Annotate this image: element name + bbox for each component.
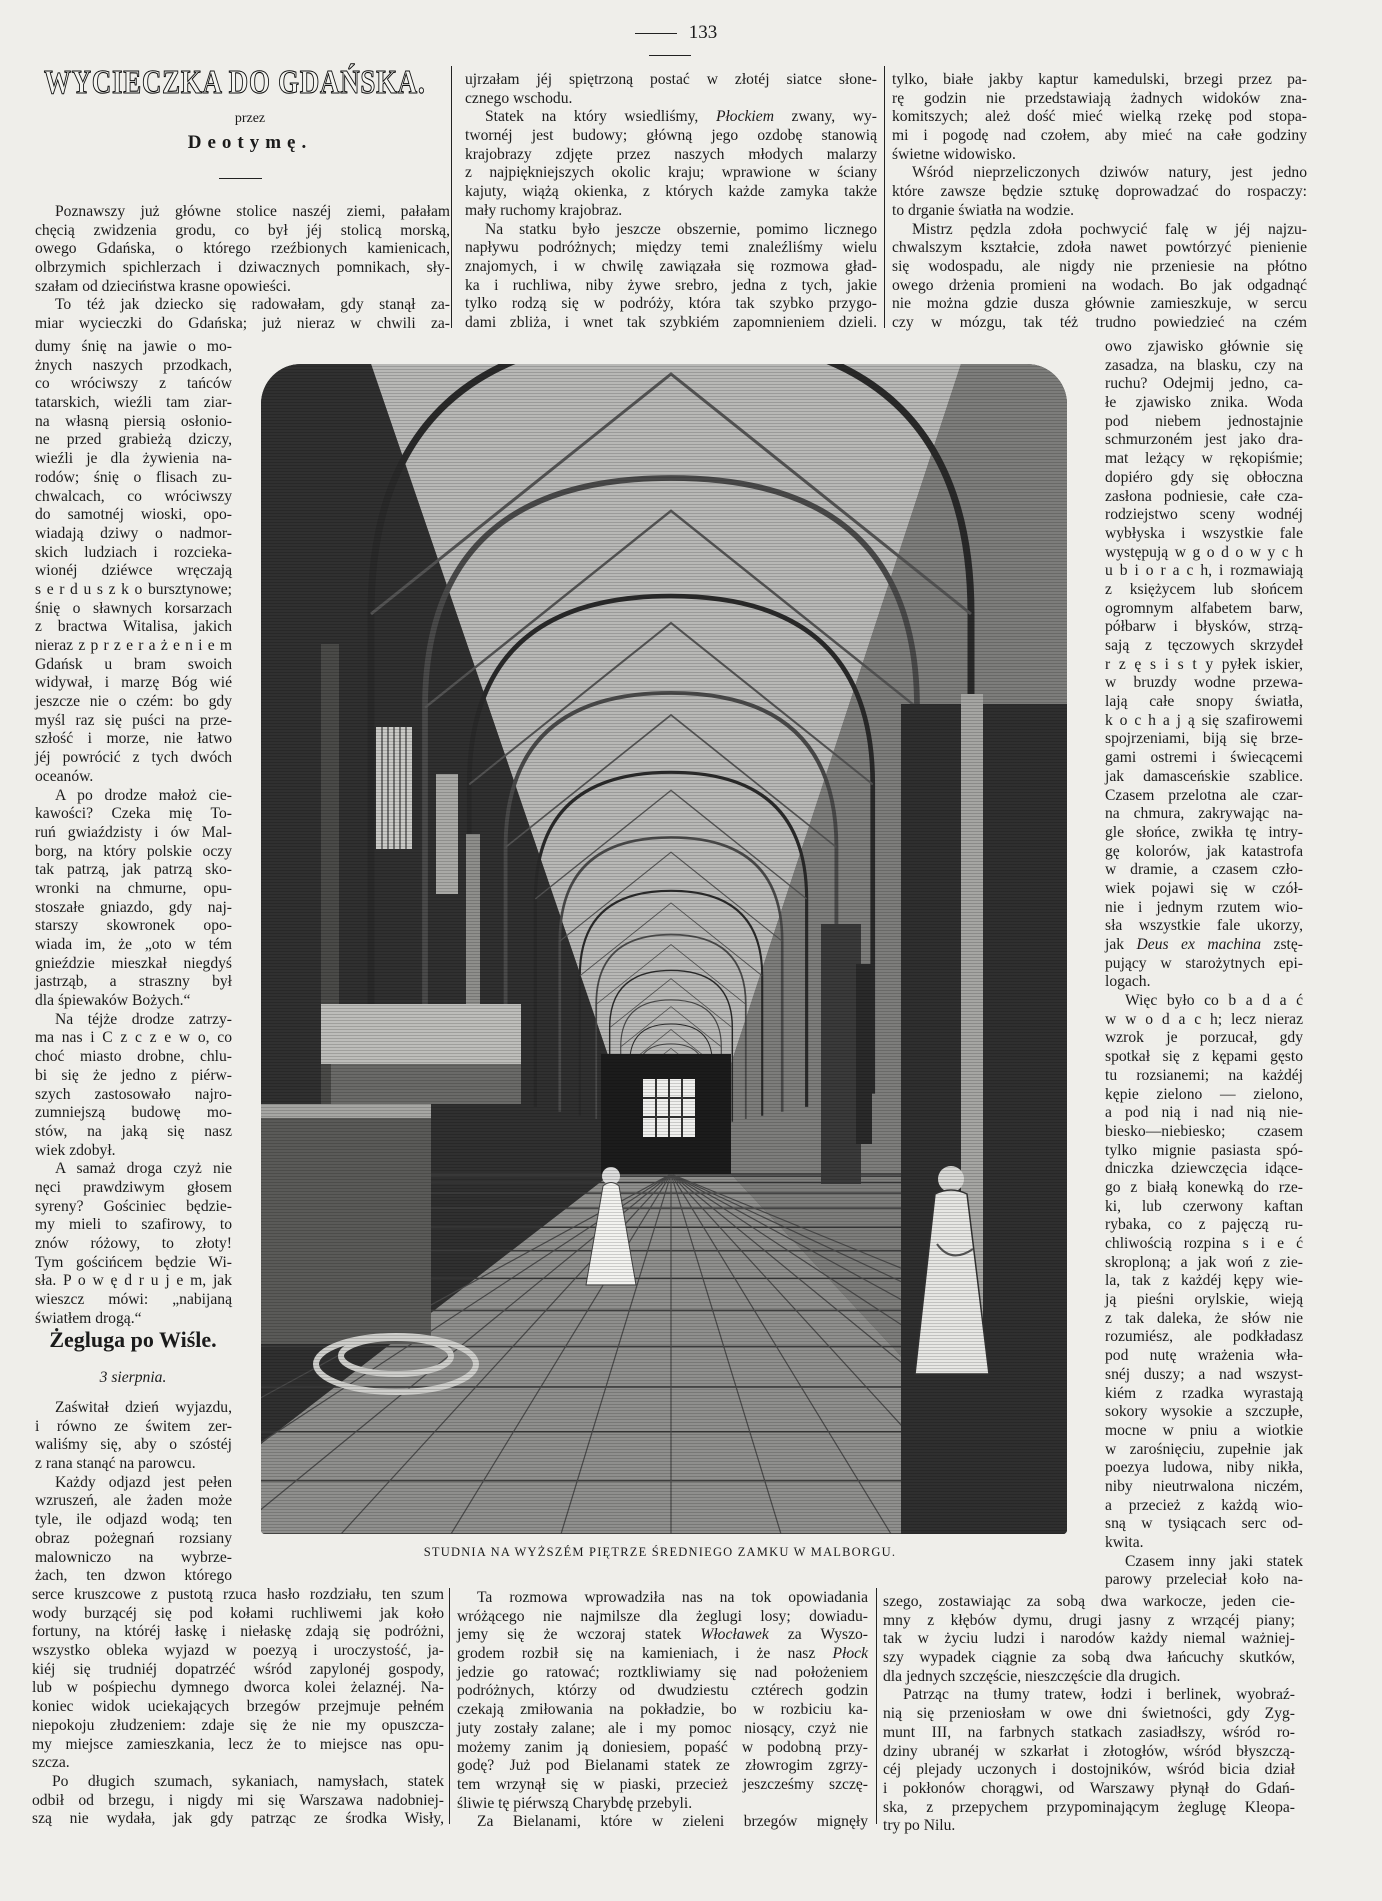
text-line: owego Gdańska, o którego rzeźbionych kamienicach, — [35, 240, 450, 258]
text-line: lub w pośpiechu dymnego dworca kolei żelaznéj. Na- — [32, 1679, 444, 1697]
text-line: To téż jak dziecko się radowałam, gdy stanął za- — [55, 296, 450, 314]
col2-top-text — [465, 71, 877, 333]
col1-section-text — [35, 1399, 232, 1586]
text-line: jeszcze nie o czém: bo gdy — [35, 693, 232, 711]
text-line: stów, na jaką się nasz — [35, 1122, 232, 1140]
text-line: chwalszym kształcie, zdoła nawet powtórzyć pienienie — [892, 239, 1307, 257]
text-line: tylko, białe jakby kaptur kamedulski, brzegi przez pa- — [892, 71, 1307, 88]
text-line: fortuny, na któréj łaskę i niełaskę zdają się podróżni, — [32, 1623, 444, 1641]
text-line: choć miasto drobne, chlu- — [35, 1048, 232, 1066]
text-line: tyle, ile odjazd wodą; ten — [35, 1511, 232, 1529]
text-line: podróżnych, którzy od dwudziestu cztérech godzin — [457, 1682, 868, 1700]
text-line: gę kolorów, jak katastrofa — [1105, 842, 1303, 860]
text-line: łe zjawisko znika. Woda — [1105, 394, 1303, 412]
text-line: mi i pogodę nad czołem, aby mieć na całe godziny — [892, 127, 1307, 145]
column-rule — [876, 1588, 877, 1824]
text-line: mały ruchomy krajobraz. — [465, 201, 623, 219]
text-line: jéj powrócić z tych dwóch — [35, 749, 232, 767]
text-line: jastrząb, a straszny był — [35, 973, 232, 991]
text-line: Gdańsk u bram swoich — [35, 655, 232, 673]
text-line: i równo ze świtem zer- — [35, 1417, 232, 1435]
text-line: Czasem przelotna ale czar- — [1105, 786, 1303, 804]
text-line: tylko mignie pasiasta spó- — [1105, 1141, 1303, 1159]
text-line: obraz pożegnań rozsiany — [35, 1529, 232, 1547]
text-line: szą nie wydała, jak gdy patrząc ze środka Wisły, — [32, 1810, 444, 1828]
text-line: rybaka, co z pajęczą ru- — [1105, 1216, 1303, 1234]
text-line: kiém z rzadka wyrastają — [1105, 1384, 1303, 1402]
text-line: czy w mózgu, tak téż trudno powiedzieć na czém — [892, 313, 1307, 331]
italic-text: Włocławek — [700, 1626, 769, 1644]
text-line: k o c h a j ą się szafirowemi — [1105, 711, 1303, 729]
text-line: niepokoju złudzeniem: zdaje się że nie my opuszcza- — [32, 1716, 444, 1734]
text-line: światłem drogą.“ — [35, 1309, 142, 1327]
text-line: śnię o sławnych korsarzach — [35, 599, 232, 617]
text-line: gle słońce, zwikła tę intry- — [1105, 823, 1303, 841]
text-line: rodziejstwo sceny wodnéj — [1105, 506, 1303, 524]
text-line: Za Bielanami, które w zieleni brzegów mignęły — [477, 1813, 868, 1831]
text-line: z księżycem lub słońcem — [1105, 580, 1303, 598]
text-line: nie i jednym rzutem wio- — [1105, 898, 1303, 916]
text-line: zasłona podniesie, całe cza- — [1105, 487, 1303, 505]
text-line: biesko—niebiesko; czasem — [1105, 1122, 1303, 1140]
col1-bottom-text — [32, 1586, 444, 1829]
text-line: parowy przeleciał koło na- — [1105, 1571, 1303, 1589]
col1-narrow-text — [35, 338, 232, 1328]
text-line: rozumiész, ale podkładasz — [1105, 1328, 1303, 1346]
text-line: jemy się że wczoraj statek Włocławek za Wyszo- — [457, 1626, 868, 1644]
text-line: mny z kłębów dymu, drugi jasny z wrzącéj piany; — [883, 1611, 1295, 1629]
illustration-caption: STUDNIA NA WYŻSZÉM PIĘTRZE ŚREDNIEGO ZAMKU W MALBORGU. — [423, 1545, 897, 1559]
text-line: szy wypadek ciągnie za sobą dwa łańcuchy skutków, — [883, 1649, 1295, 1667]
text-line: z bractwa Witalisa, jakich — [35, 618, 232, 636]
text-line: A samaż droga czyż nie — [55, 1160, 232, 1178]
text-line: kiéj się trudniéj dopatrzéć wśród zapylonéj gospody, — [32, 1660, 444, 1678]
text-line: ka i ruchliwa, niby żywe srebro, jedna z tych, jakie — [465, 276, 877, 294]
column-rule — [884, 66, 885, 328]
text-line: skich ludziach i rozcieka- — [35, 543, 232, 561]
text-line: sają z tęczowych skrzydeł — [1105, 637, 1303, 654]
text-line: ruń gwiaździsty i ów Mal- — [35, 823, 232, 841]
text-line: ne przed grabieżą dziczy, — [35, 431, 232, 449]
text-line: wybłyska i wszystkie fale — [1105, 524, 1303, 542]
text-line: chliwością rozpina s i e ć — [1105, 1235, 1303, 1252]
column-rule — [449, 1588, 450, 1824]
italic-text: Deus ex machina — [1136, 936, 1262, 953]
text-line: tak patrzą, jak patrzą sko- — [35, 861, 232, 879]
text-line: owo zjawisko głównie się — [1105, 338, 1303, 355]
text-line: w zarośnięciu, zupełnie jak — [1105, 1440, 1303, 1458]
text-line: cznego wschodu. — [465, 89, 573, 107]
text-line: szałam od dzieciństwa krasne opowieści. — [35, 277, 291, 295]
text-line: kwita. — [1105, 1534, 1144, 1551]
text-line: do samotnéj wioski, opo- — [35, 506, 232, 524]
text-line: czekają zmiłowania na pokładzie, bo w rozbiciu ka- — [457, 1701, 868, 1719]
text-line: w w o d a c h; lecz nieraz — [1105, 1010, 1303, 1028]
text-line: żnych naszych przodkach, — [35, 356, 232, 374]
text-line: skroploną; a jak woń z zie- — [1105, 1253, 1303, 1271]
text-line: wzruszeń, ale żaden może — [35, 1492, 232, 1510]
text-line: chęcią zwidzenia grodu, co był jéj stolicą morską, — [35, 221, 450, 239]
gothic-corridor-engraving — [261, 364, 1067, 1534]
text-line: A po drodze małoż cie- — [55, 786, 232, 804]
text-line: chwalcach, co wróciwszy — [35, 487, 232, 505]
text-line: wzrok je porzucał, gdy — [1105, 1029, 1303, 1047]
text-line: mocne w pniu a wiotkie — [1105, 1421, 1303, 1439]
text-line: Patrząc na tłumy tratew, łodzi i berlinek, wyobraź- — [903, 1686, 1295, 1704]
text-line: Na téjże drodze zatrzy- — [55, 1010, 232, 1028]
text-line: a przecież z każdą wio- — [1105, 1496, 1303, 1514]
text-line: spotkał się z kępami gęsto — [1105, 1048, 1303, 1066]
text-line: możemy zanim ją doniesiem, popaść w podobną przy- — [457, 1738, 868, 1756]
text-line: nie można gdzie dusza głównie zamieszkuje, w sercu — [892, 295, 1307, 313]
text-line: waliśmy się, aby o szóstéj — [35, 1436, 232, 1454]
text-line: s e r d u s z k o bursztynowe; — [35, 580, 232, 598]
text-line: na chmura, zakrywając na- — [1105, 805, 1303, 823]
text-line: kajuty, wiążą okienka, z których każde zamyka także — [465, 183, 877, 201]
text-line: stoszałe gniazdo, gdy naj- — [35, 898, 232, 916]
text-line: wróżącego nie najmilsze dla żeglugi losy; dowiadu- — [457, 1607, 868, 1625]
col3-top-text — [892, 71, 1307, 333]
text-line: wiadają dziwy o nadmor- — [35, 524, 232, 542]
text-line: dopiéro gdy się obłoczna — [1105, 468, 1303, 486]
text-line: try po Nilu. — [883, 1817, 956, 1835]
text-line: nieraz z p r z e r a ż e n i e m — [35, 637, 232, 654]
text-line: krajobrazy zdjęte przez naszych młodych malarzy — [465, 145, 877, 163]
text-line: Na statku było jeszcze obszernie, pomimo licznego — [485, 220, 877, 238]
text-line: bi się że jedno z piérw- — [35, 1066, 232, 1084]
text-line: kępie zielono — zielono, — [1105, 1085, 1303, 1103]
text-line: oceanów. — [35, 767, 94, 785]
text-line: wiek zdobył. — [35, 1141, 116, 1159]
text-line: szcza. — [32, 1754, 70, 1772]
text-line: miar wycieczki do Gdańska; już nieraz w chwili za- — [35, 315, 450, 333]
text-line: la, tak z każdéj kępy wie- — [1105, 1272, 1303, 1290]
text-line: Wśród nieprzeliczonych dziwów natury, jest jedno — [912, 164, 1307, 182]
text-line: Każdy odjazd jest pełen — [55, 1473, 232, 1491]
text-line: to drganie światła na wodzie. — [892, 201, 1075, 219]
italic-text: Płock — [832, 1645, 868, 1663]
text-line: koniec widok uciekających brzegów przejmuje pełném — [32, 1698, 444, 1716]
text-line: r z ę s i s t y pyłek iskier, — [1105, 655, 1303, 673]
text-line: wieszcz mówi: „nabijaną — [35, 1291, 232, 1309]
text-line: Poznawszy już główne stolice naszéj ziemi, pałałam — [55, 203, 450, 220]
text-line: odbił od brzegu, i nigdy mi się Warszawa nadobniej- — [32, 1791, 444, 1809]
text-line: napływu podróżnych; między temi znaleźliśmy wielu — [465, 239, 877, 257]
title-divider — [219, 178, 262, 179]
text-line: ska, z przepychem przypominającym żeglugę Kleopa- — [883, 1798, 1295, 1816]
text-line: śliwie tę piérwszą Charybdę przebyli. — [457, 1794, 693, 1812]
text-line: jedzie go ratować; roztkliwiamy się nad położeniem — [457, 1663, 868, 1681]
text-line: dla śpiewaków Bożych.“ — [35, 992, 191, 1010]
text-line: ogromnym alfabetem barw, — [1105, 599, 1303, 617]
text-line: ruchu? Odejmij jedno, ca- — [1105, 375, 1303, 393]
text-line: dami zbliża, i wnet tak szybkiém zapomnieniem dzieli. — [465, 313, 877, 331]
text-line: tak w życiu ludzi i narodów każdy niemal ważniej- — [883, 1630, 1295, 1648]
text-line: Zaświtał dzień wyjazdu, — [55, 1399, 232, 1416]
far-window — [643, 1079, 695, 1137]
text-line: wszystko obleka wyjazd w poezyą i uroczystość, ja- — [32, 1642, 444, 1660]
text-line: półbarw i błysków, strzą- — [1105, 618, 1303, 636]
text-line: zasadza, na blasku, czy na — [1105, 356, 1303, 374]
rule-right — [649, 55, 691, 56]
text-line: ją pieśni orylskie, wieją — [1105, 1291, 1303, 1309]
col3-narrow-text — [1105, 338, 1303, 1590]
text-line: niby nieutrwalona niczém, — [1105, 1477, 1303, 1495]
text-line: sła. P o w ę d r u j e m, jak — [35, 1272, 232, 1290]
text-line: pujący w starożytnych epi- — [1105, 954, 1303, 972]
text-line: godę? Już pod Bielanami statek ze złowrogim zgrzy- — [457, 1757, 868, 1775]
text-line: pod niebem jednostajnie — [1105, 412, 1303, 430]
text-line: świetne widowisko. — [892, 145, 1016, 163]
text-line: owego drżenia promieni na wodach. Bo jak odgadnąć — [892, 276, 1307, 294]
text-line: Po długich szumach, sykaniach, namysłach, statek — [52, 1772, 444, 1790]
text-line: starszy skowronek opo- — [35, 917, 232, 935]
text-line: i pokłonów chorągwi, od Warszawy płynął do Gdań- — [883, 1779, 1295, 1797]
byline-przez: przez — [234, 111, 266, 126]
text-line: syreny? Gościniec będzie- — [35, 1197, 232, 1215]
text-line: malowniczo na wybrze- — [35, 1548, 232, 1566]
text-line: szego, zostawiając za sobą dwa warkocze, jeden cie- — [883, 1593, 1295, 1610]
text-line: widywał, i marzę Bóg wié — [35, 674, 232, 692]
text-line: u b i o r a c h, i rozmawiają — [1105, 562, 1303, 580]
text-line: gami ostremi i świecącemi — [1105, 749, 1303, 767]
text-line: sła wszystkie fale ukorzy, — [1105, 917, 1303, 935]
text-line: rę godzin nie przedstawiają żadnych widoków zna- — [892, 89, 1307, 107]
text-line: lają całe snopy światła, — [1105, 693, 1303, 711]
text-line: snéj duszy; a nad wszyst- — [1105, 1365, 1303, 1383]
text-line: z najpiękniejszych okolic kraju; wprawione w ściany — [465, 164, 877, 182]
text-line: mat leżący w rękopiśmie; — [1105, 450, 1303, 468]
italic-text: Płockiem — [715, 108, 774, 126]
text-line: wiek pojawi się w czół- — [1105, 879, 1303, 897]
text-line: tem wrzynął się w piaski, przecież jeszcześmy szczę- — [457, 1775, 868, 1793]
text-line: się wodospadu, ale nigdy nie przeniesie na płótno — [892, 257, 1307, 275]
text-line: komitszych; ależ dość mieć wielką rzekę pod stopa- — [892, 108, 1307, 126]
text-line: nęci prawdziwym głosem — [35, 1178, 232, 1196]
text-line: tu rozsianemi; na każdéj — [1105, 1066, 1303, 1084]
text-line: wody burzącéj się pod kołami ruchliwemi jak koło — [32, 1604, 444, 1622]
text-line: a pod nią i nad nią nie- — [1105, 1104, 1303, 1122]
text-line: Czasem inny jaki statek — [1125, 1552, 1303, 1570]
text-line: wionéj dziéwce wręczają — [35, 562, 232, 580]
section-heading: Żegluga po Wiśle. — [49, 1327, 217, 1352]
text-line: go z białą konewką do rze- — [1105, 1178, 1303, 1196]
rule-left — [635, 33, 677, 34]
text-line: munt III, na farbnych statkach zasiadłszy, wśród ro- — [883, 1723, 1295, 1741]
text-line: kawości? Czeka mię To- — [35, 805, 232, 823]
text-line: jak damasceńskie szablice. — [1105, 767, 1303, 785]
text-line: grodem rozbił się na kamieniach, i że nasz Płock — [457, 1645, 868, 1663]
text-line: olbrzymich spichlerzach i dziwacznych pomnikach, sły- — [35, 259, 450, 277]
text-line: tatarskich, wieźli tam ziar- — [35, 394, 232, 412]
text-line: jak Deus ex machina zstę- — [1105, 936, 1303, 953]
text-line: dniczka dziewczęcia idące- — [1105, 1160, 1303, 1178]
text-line: borg, na który polskie oczy — [35, 842, 232, 860]
text-line: znów różowy, to złoty! — [35, 1235, 232, 1252]
col2-bottom-text — [457, 1589, 868, 1832]
text-line: juty zostały zalane; ale i my pomoc niosący, czyż nie — [457, 1719, 868, 1737]
page-number-text: 133 — [688, 22, 718, 43]
text-line: dziny ubranéj w szkarłat i złotogłów, wśród błyszczą- — [883, 1742, 1295, 1760]
text-line: Mistrz pędzla zdoła pochwycić falę w jéj najzu- — [912, 220, 1307, 238]
engraving-illustration — [261, 364, 1067, 1534]
text-line: twornéj jest budowy; główną jego ozdobę stanowią — [465, 127, 877, 145]
text-line: ujrzałam jéj spiętrzoną postać w złotéj siatce słone- — [465, 71, 877, 88]
text-line: Statek na który wsiedliśmy, Płockiem zwany, wy- — [485, 108, 877, 126]
text-line: schmurzoném jest jako dra- — [1105, 431, 1303, 449]
text-line: Więc było co b a d a ć — [1125, 992, 1303, 1010]
col3-bottom-text — [883, 1593, 1295, 1836]
section-date-text: 3 sierpnia. — [99, 1369, 167, 1386]
text-line: dumy śnię na jawie o mo- — [35, 338, 232, 355]
text-line: z tak daleka, że słów nie — [1105, 1309, 1303, 1327]
text-line: Ta rozmowa wprowadziła nas na tok opowiadania — [477, 1589, 868, 1606]
col1-top-text — [35, 203, 450, 334]
text-line: wieźli je dla żywienia na- — [35, 450, 232, 468]
text-line: myśl raz się puści na prze- — [35, 711, 232, 729]
text-line: znajomych, i w chwilę zawiązała się rozmowa gład- — [465, 257, 877, 275]
text-line: ki, lub czerwony kaftan — [1105, 1197, 1303, 1215]
text-line: szych zastosowało najro- — [35, 1085, 232, 1103]
text-line: w dramie, a czasem czło- — [1105, 861, 1303, 879]
text-line: wiada im, że „oto w tém — [35, 936, 232, 953]
text-line: gnieździe mieszkał niegdyś — [35, 954, 232, 972]
text-line: pod nutę wrażenia wła- — [1105, 1347, 1303, 1365]
text-line: co wróciwszy z tańców — [35, 375, 232, 393]
text-line: tylko rodzą się w podróży, która tak szybko przygo- — [465, 295, 877, 313]
text-line: w bruzdy wodne przewa- — [1105, 674, 1303, 692]
text-line: my miejsce zamieszkania, lecz że to miejsce nas opu- — [32, 1735, 444, 1753]
text-line: dla jednych szczęście, nieszczęście dla drugich. — [883, 1667, 1181, 1685]
text-line: serce kruszcowe z pustotą rzuca hasło rozdziału, ten szum — [32, 1586, 444, 1603]
byline-author: Deotymę. — [187, 132, 313, 153]
section-date — [28, 1369, 238, 1387]
page-number — [600, 22, 740, 66]
text-line: poezya ludowa, niby nikła, — [1105, 1459, 1303, 1477]
text-line: na własną piersią osłonio- — [35, 412, 232, 430]
text-line: rodów; śnię o flisach zu- — [35, 468, 232, 486]
text-line: my mieli to szafirowy, to — [35, 1216, 232, 1234]
article-title: WYCIECZKA DO GDAŃSKA. — [44, 64, 426, 101]
text-line: céj plejady uczonych i dostojników, wśród bicia dział — [883, 1761, 1295, 1779]
text-line: zumniejszą budowę mo- — [35, 1104, 232, 1122]
text-line: z rana stanąć na parowcu. — [35, 1455, 196, 1473]
text-line: sną w tysiącach serc od- — [1105, 1515, 1303, 1533]
text-line: które zawsze będzie sztukę doprowadzać do rospaczy: — [892, 183, 1307, 201]
text-line: spojrzeniami, biją się brze- — [1105, 730, 1303, 748]
text-line: logach. — [1105, 973, 1151, 991]
text-line: nią się przeniosłam w owe dni świetności, gdy Zyg- — [883, 1705, 1295, 1723]
text-line: sokory wysokie a szczupłe, — [1105, 1403, 1303, 1421]
text-line: żach, ten dzwon którego — [35, 1567, 232, 1585]
text-line: występują w g o d o w y c h — [1105, 543, 1303, 561]
text-line: Tym gościńcem będzie Wi- — [35, 1253, 232, 1271]
text-line: wronki na chmurne, opu- — [35, 879, 232, 897]
column-rule — [451, 66, 452, 328]
text-line: ma nas i C z c z e w o, co — [35, 1029, 232, 1047]
text-line: szłość i morze, nie łatwo — [35, 730, 232, 748]
